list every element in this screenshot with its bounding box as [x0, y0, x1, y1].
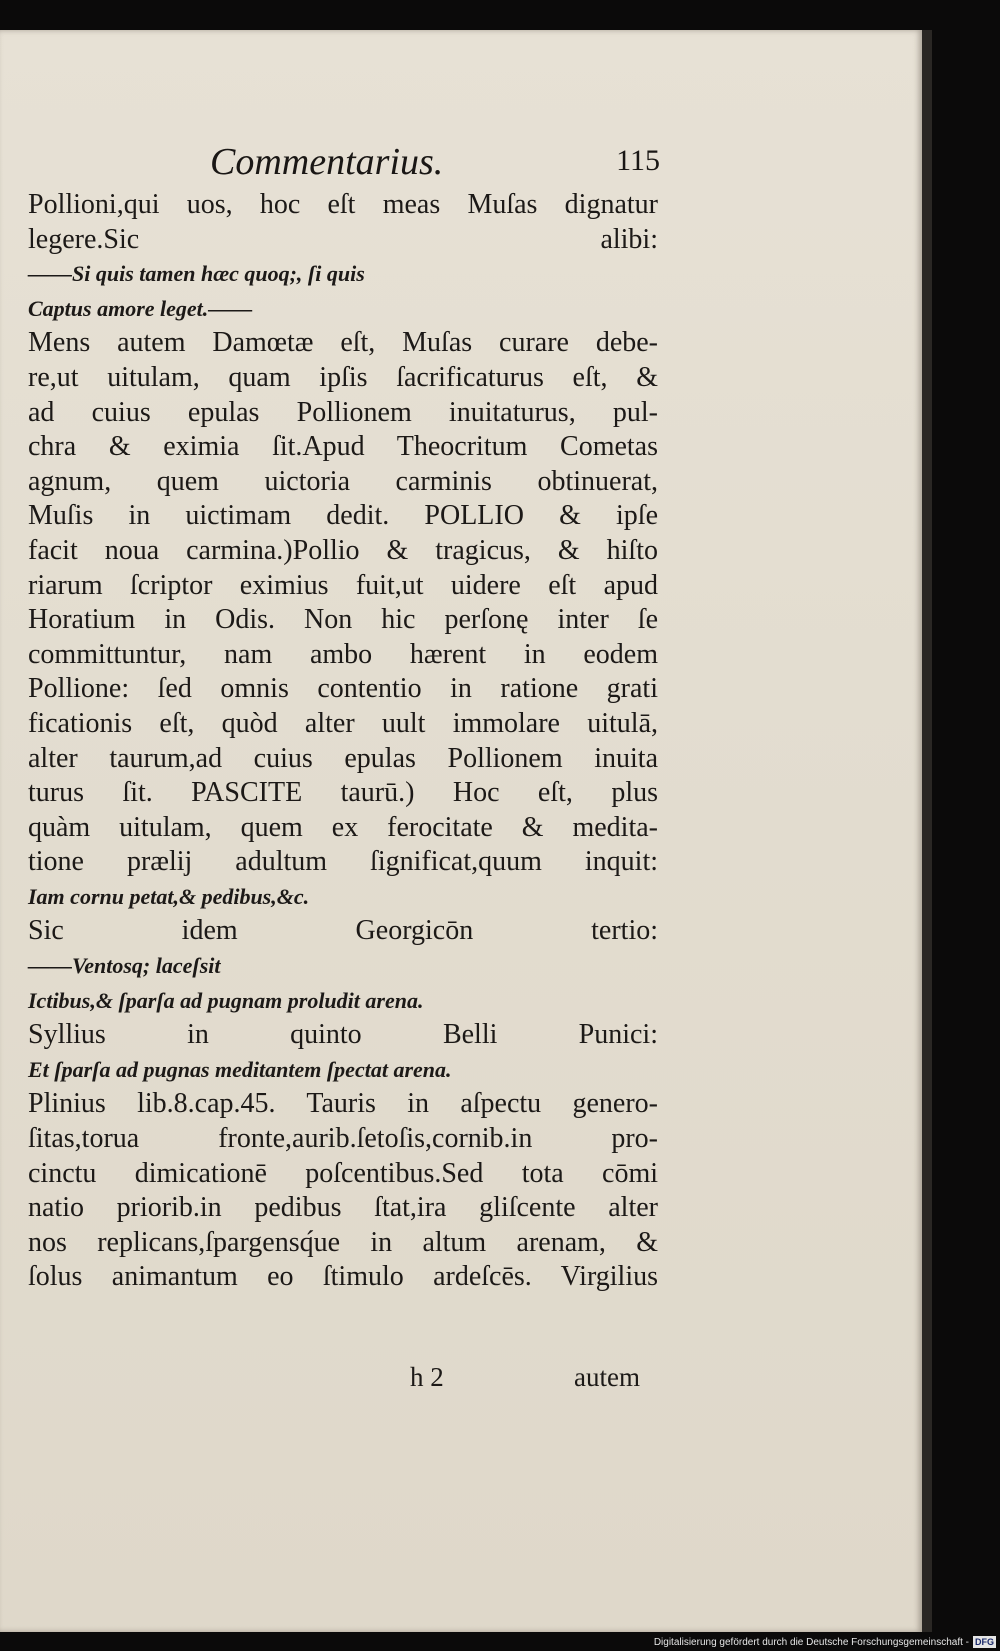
digitization-credit	[654, 1635, 996, 1649]
text-line: chra & eximia ſit.Apud Theocritum Cometas	[28, 431, 658, 463]
body-text	[28, 188, 658, 1295]
text-line: ſitas,torua fronte,aurib.ſetoſis,cornib.in pro-	[28, 1123, 658, 1155]
text-line: cinctu dimicationē poſcentibus.Sed tota cōmi	[28, 1157, 658, 1189]
text-line: quàm uitulam, quem ex ferocitate & medita-	[28, 811, 658, 843]
text-line: ſolus animantum eo ſtimulo ardeſcēs. Virgilius	[28, 1261, 658, 1293]
text-line: Syllius in quinto Belli Punici:	[28, 1019, 658, 1051]
text-line: ficationis eſt, quòd alter uult immolare uitulā,	[28, 707, 658, 739]
text-line: tione prælij adultum ſignificat,quum inquit:	[28, 846, 658, 878]
text-line: Mens autem Damœtæ eſt, Muſas curare debe-	[28, 327, 658, 359]
text-line: agnum, quem uictoria carminis obtinuerat,	[28, 465, 658, 497]
text-line: Muſis in uictimam dedit. POLLIO & ipſe	[28, 500, 658, 532]
text-line: facit noua carmina.)Pollio & tragicus, & hiſto	[28, 534, 658, 566]
running-head: Commentarius.	[210, 141, 444, 183]
quotation-line: Captus amore leget.——	[28, 295, 253, 321]
text-line: legere.Sic alibi:	[28, 223, 658, 255]
text-line: committuntur, nam ambo hærent in eodem	[28, 638, 658, 670]
catchword: autem	[574, 1362, 640, 1392]
quotation-line: Iam cornu petat,& pedibus,&c.	[28, 883, 310, 909]
quotation-line: ——Si quis tamen hæc quoq;, ſi quis	[28, 261, 365, 287]
text-line: turus ſit. PASCITE taurū.) Hoc eſt, plus	[28, 777, 658, 809]
text-line: Sic idem Georgicōn tertio:	[28, 915, 658, 947]
text-line: alter taurum,ad cuius epulas Pollionem inuita	[28, 742, 658, 774]
quotation-line: Ictibus,& ſparſa ad pugnam proludit arena.	[28, 987, 424, 1013]
text-line: nos replicans,ſpargensq́ue in altum arenam, &	[28, 1226, 658, 1258]
text-line: Plinius lib.8.cap.45. Tauris in aſpectu genero-	[28, 1088, 658, 1120]
text-line: riarum ſcriptor eximius fuit,ut uidere eſt apud	[28, 569, 658, 601]
page-number: 115	[616, 144, 660, 177]
page-header	[210, 140, 660, 190]
quotation-line: Et ſparſa ad pugnas meditantem ſpectat arena.	[28, 1056, 452, 1082]
text-line: natio priorib.in pedibus ſtat,ira gliſcente alter	[28, 1192, 658, 1224]
signature-mark: h 2	[410, 1362, 444, 1392]
credit-text: Digitalisierung gefördert durch die Deutsche Forschungsgemeinschaft -	[653, 1636, 969, 1648]
text-line: Horatium in Odis. Non hic perſonę inter ſe	[28, 604, 658, 636]
page-footer	[410, 1362, 640, 1398]
dfg-logo: DFG	[975, 1637, 994, 1647]
quotation-line: ——Ventosq; laceſsit	[28, 953, 221, 979]
text-line: Pollione: ſed omnis contentio in ratione grati	[28, 673, 658, 705]
text-line: re,ut uitulam, quam ipſis ſacrificaturus eſt, &	[28, 361, 658, 393]
text-line: Pollioni,qui uos, hoc eſt meas Muſas dignatur	[28, 189, 658, 220]
page-edge	[922, 30, 932, 1632]
text-line: ad cuius epulas Pollionem inuitaturus, pul-	[28, 396, 658, 428]
